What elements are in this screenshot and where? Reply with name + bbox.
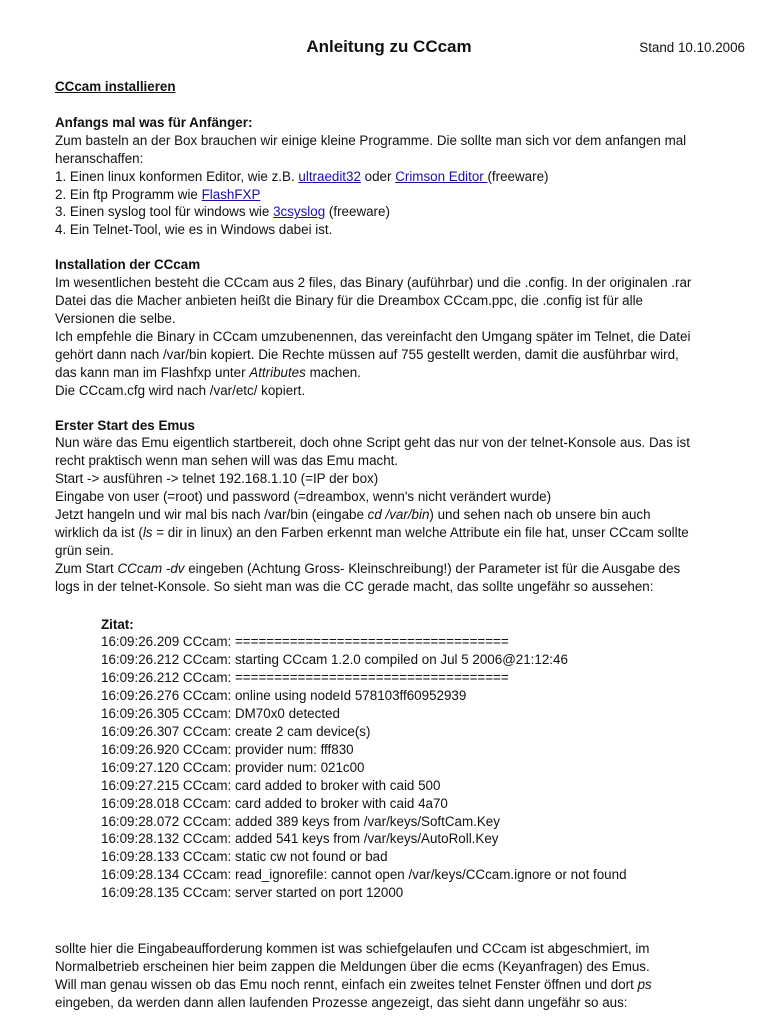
- closing-section: [55, 940, 745, 1012]
- paragraph-line: eingeben, da werden dann allen laufenden Prozesse angezeigt, das sieht dann ungefähr so aus:: [55, 994, 628, 1010]
- list-item: 4. Ein Telnet-Tool, wie es in Windows dabei ist.: [55, 222, 333, 238]
- paragraph-line: Datei das die Macher anbieten heißt die Binary für die Dreambox CCcam.ppc, die .config ist für alle: [55, 293, 643, 309]
- paragraph-line: grün sein.: [55, 542, 114, 558]
- quote-label: Zitat:: [101, 616, 134, 632]
- paragraph-line: Eingabe von user (=root) und password (=dreambox, wenn's nicht verändert wurde): [55, 489, 552, 505]
- paragraph-line: sollte hier die Eingabeaufforderung kommen ist was schiefgelaufen und CCcam ist abgeschmiert, im: [55, 941, 650, 957]
- log-line: 16:09:28.135 CCcam: server started on port 12000: [101, 885, 404, 901]
- log-line: 16:09:28.133 CCcam: static cw not found or bad: [101, 849, 388, 865]
- log-line: 16:09:26.276 CCcam: online using nodeId 578103ff60952939: [101, 688, 467, 704]
- paragraph-line: Zum Start CCcam -dv eingeben (Achtung Gross- Kleinschreibung!) der Parameter ist für die Ausgabe des: [55, 560, 681, 576]
- log-line: 16:09:28.018 CCcam: card added to broker with caid 4a70: [101, 795, 448, 811]
- 3csyslog-link[interactable]: 3csyslog: [273, 204, 326, 220]
- log-line: 16:09:28.134 CCcam: read_ignorefile: cannot open /var/keys/CCcam.ignore or not found: [101, 867, 627, 883]
- log-line: 16:09:26.307 CCcam: create 2 cam device(s): [101, 724, 371, 739]
- log-line: 16:09:27.215 CCcam: card added to broker with caid 500: [101, 777, 441, 793]
- log-line: 16:09:26.209 CCcam: ===================================: [101, 634, 509, 650]
- installation-heading: Installation der CCcam: [55, 257, 201, 273]
- paragraph-line: das kann man im Flashfxp unter Attributes machen.: [55, 364, 361, 380]
- log-line: 16:09:26.920 CCcam: provider num: fff830: [101, 741, 354, 757]
- log-line: 16:09:27.120 CCcam: provider num: 021c00: [101, 759, 365, 775]
- list-item: 2. Ein ftp Programm wie FlashFXP: [55, 186, 261, 202]
- list-item: 3. Einen syslog tool für windows wie 3csyslog (freeware): [55, 204, 390, 220]
- paragraph-line: recht praktisch wenn man sehen will was das Emu macht.: [55, 453, 399, 469]
- title-row: [55, 36, 745, 60]
- document-date: Stand 10.10.2006: [639, 40, 745, 55]
- log-line: 16:09:26.305 CCcam: DM70x0 detected: [101, 706, 340, 722]
- ultraedit-link[interactable]: ultraedit32: [298, 168, 361, 184]
- beginners-intro-line: heranschaffen:: [55, 150, 144, 166]
- paragraph-line: wirklich da ist (ls = dir in linux) an den Farben erkennt man welche Attribute ein file hat, unser CCcam sollte: [55, 524, 689, 540]
- paragraph-line: gehört dann nach /var/bin kopiert. Die Rechte müssen auf 755 gestellt werden, damit die ausführbar wird,: [55, 346, 679, 362]
- beginners-heading: Anfangs mal was für Anfänger:: [55, 114, 253, 130]
- paragraph-line: Normalbetrieb erscheinen hier beim zappen die Meldungen über die ecms (Keyanfragen) des Emus.: [55, 958, 650, 974]
- installation-section: [55, 256, 745, 399]
- beginners-intro-line: Zum basteln an der Box brauchen wir einige kleine Programme. Die sollte man sich vor dem anfangen mal: [55, 132, 687, 148]
- log-line: 16:09:26.212 CCcam: starting CCcam 1.2.0 compiled on Jul 5 2006@21:12:46: [101, 652, 568, 668]
- paragraph-line: Versionen die selbe.: [55, 310, 176, 326]
- first-start-section: [55, 417, 745, 596]
- document-page: [55, 36, 745, 1012]
- crimson-editor-link[interactable]: Crimson Editor: [395, 168, 488, 184]
- document-title: Anleitung zu CCcam: [306, 37, 472, 56]
- log-line: 16:09:28.132 CCcam: added 541 keys from /var/keys/AutoRoll.Key: [101, 831, 499, 847]
- log-line: 16:09:26.212 CCcam: ===================================: [101, 670, 509, 686]
- paragraph-line: logs in der telnet-Konsole. So sieht man was die CC gerade macht, das sollte ungefähr so aussehen:: [55, 578, 654, 594]
- section-title-install: CCcam installieren: [55, 79, 176, 94]
- paragraph-line: Die CCcam.cfg wird nach /var/etc/ kopiert.: [55, 382, 306, 398]
- beginners-section: [55, 114, 745, 239]
- log-quote: [101, 616, 745, 903]
- flashfxp-link[interactable]: FlashFXP: [201, 186, 261, 202]
- paragraph-line: Im wesentlichen besteht die CCcam aus 2 files, das Binary (auführbar) und die .config. In der originalen .rar: [55, 275, 692, 291]
- list-item: 1. Einen linux konformen Editor, wie z.B. ultraedit32 oder Crimson Editor (freeware): [55, 168, 549, 184]
- paragraph-line: Start -> ausführen -> telnet 192.168.1.10 (=IP der box): [55, 471, 379, 487]
- paragraph-line: Jetzt hangeln und wir mal bis nach /var/bin (eingabe cd /var/bin) und sehen nach ob unsere bin auch: [55, 507, 651, 523]
- paragraph-line: Ich empfehle die Binary in CCcam umzubenennen, das vereinfacht den Umgang später im Telnet, die Datei: [55, 328, 691, 344]
- paragraph-line: Will man genau wissen ob das Emu noch rennt, einfach ein zweites telnet Fenster öffnen und dort ps: [55, 976, 652, 992]
- log-line: 16:09:28.072 CCcam: added 389 keys from /var/keys/SoftCam.Key: [101, 813, 500, 829]
- paragraph-line: Nun wäre das Emu eigentlich startbereit, doch ohne Script geht das nur von der telnet-Konsole aus. Das ist: [55, 435, 690, 451]
- first-start-heading: Erster Start des Emus: [55, 417, 195, 433]
